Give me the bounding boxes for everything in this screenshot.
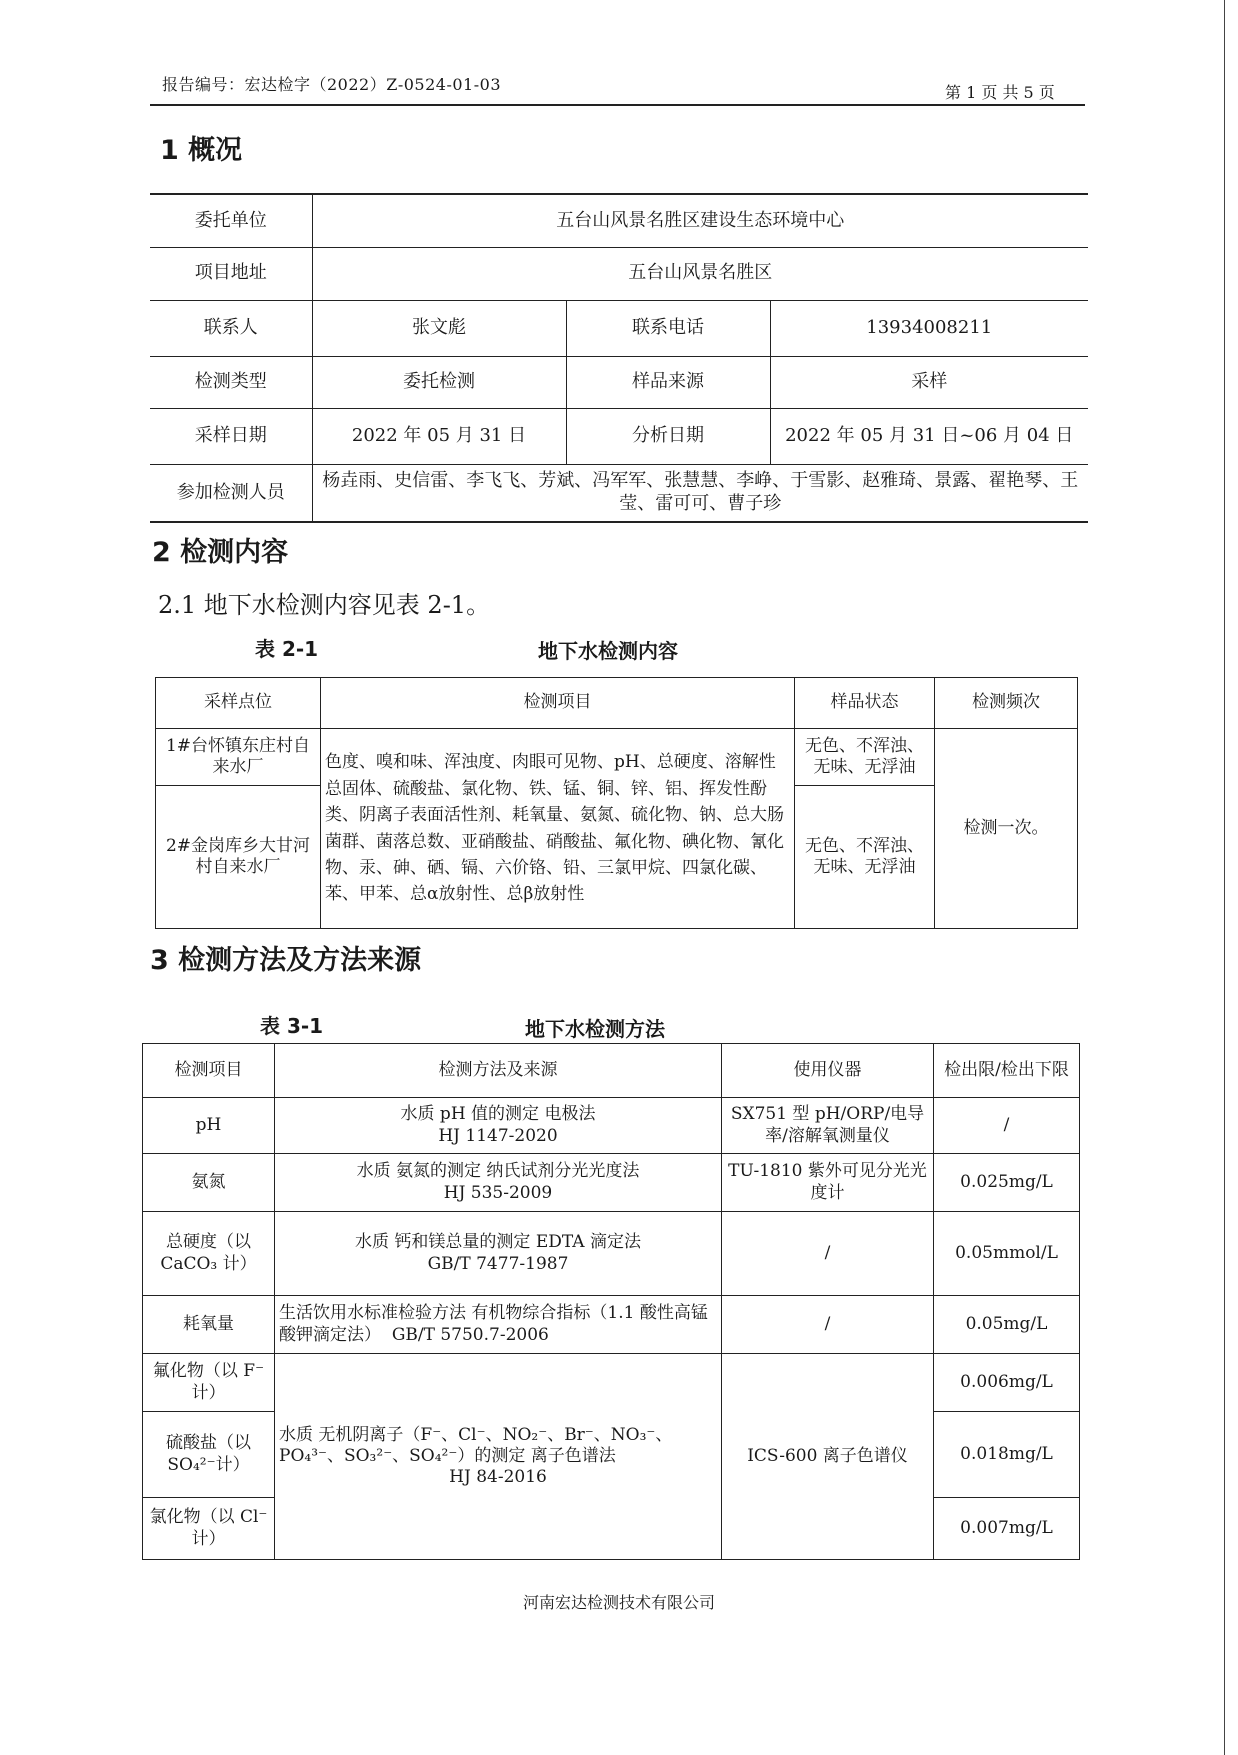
source-label: 样品来源 — [566, 356, 770, 408]
item-cell: 总硬度（以 CaCO₃ 计） — [143, 1212, 275, 1296]
item-cell: 氟化物（以 F⁻计） — [143, 1354, 275, 1412]
site-1: 1#台怀镇东庄村自来水厂 — [156, 729, 321, 786]
contact-value: 张文彪 — [312, 300, 566, 356]
analysis-date-label: 分析日期 — [566, 408, 770, 464]
detection-content-table — [155, 677, 1078, 929]
frequency: 检测一次。 — [935, 729, 1078, 929]
table2-title: 地下水检测内容 — [538, 639, 678, 663]
method-name: 水质 pH 值的测定 电极法 — [400, 1104, 596, 1125]
t3-header-item: 检测项目 — [143, 1044, 275, 1098]
section1-title: 1 概况 — [160, 135, 243, 166]
section3-title: 3 检测方法及方法来源 — [150, 945, 422, 976]
page-info: 第 1 页 共 5 页 — [945, 83, 1055, 102]
type-value: 委托检测 — [312, 356, 566, 408]
table3-title: 地下水检测方法 — [525, 1017, 665, 1041]
state-2: 无色、不浑浊、无味、无浮油 — [795, 786, 935, 929]
method-standard: HJ 1147-2020 — [438, 1125, 558, 1146]
staff-label: 参加检测人员 — [150, 464, 312, 522]
method-name: 生活饮用水标准检验方法 有机物综合指标（1.1 酸性高锰酸钾滴定法） — [279, 1303, 708, 1345]
method-name: 水质 钙和镁总量的测定 EDTA 滴定法 — [355, 1232, 641, 1253]
section2-title: 2 检测内容 — [152, 537, 289, 568]
phone-value: 13934008211 — [770, 300, 1088, 356]
method-cell — [275, 1098, 722, 1154]
table2-number: 表 2-1 — [255, 637, 319, 661]
ion-method-cell — [275, 1354, 722, 1560]
analysis-date-value: 2022 年 05 月 31 日~06 月 04 日 — [770, 408, 1088, 464]
t2-header-site: 采样点位 — [156, 678, 321, 729]
t3-header-limit: 检出限/检出下限 — [934, 1044, 1080, 1098]
t2-header-state: 样品状态 — [795, 678, 935, 729]
limit-cell: 0.025mg/L — [934, 1154, 1080, 1212]
table-row — [143, 1212, 1080, 1296]
instrument-cell: / — [722, 1296, 934, 1354]
table3-number: 表 3-1 — [260, 1014, 324, 1038]
method-cell — [275, 1296, 722, 1354]
table-row — [143, 1354, 1080, 1412]
overview-table — [150, 193, 1088, 523]
site-2: 2#金岗库乡大甘河村自来水厂 — [156, 786, 321, 929]
table-row — [143, 1296, 1080, 1354]
item-cell: 耗氧量 — [143, 1296, 275, 1354]
address-value: 五台山风景名胜区 — [312, 247, 1088, 300]
t3-header-method: 检测方法及来源 — [275, 1044, 722, 1098]
instrument-cell: SX751 型 pH/ORP/电导率/溶解氧测量仪 — [722, 1098, 934, 1154]
state-1: 无色、不浑浊、无味、无浮油 — [795, 729, 935, 786]
limit-cell: 0.007mg/L — [934, 1498, 1080, 1560]
method-name: 水质 氨氮的测定 纳氏试剂分光光度法 — [356, 1161, 640, 1182]
staff-value: 杨垚雨、史信雷、李飞飞、芳斌、冯军军、张慧慧、李峥、于雪影、赵雅琦、景露、翟艳琴、王莹、雷可可、曹子珍 — [312, 464, 1088, 522]
method-standard: GB/T 7477-1987 — [427, 1253, 569, 1274]
phone-label: 联系电话 — [566, 300, 770, 356]
contact-label: 联系人 — [150, 300, 312, 356]
item-cell: 氯化物（以 Cl⁻计） — [143, 1498, 275, 1560]
source-value: 采样 — [770, 356, 1088, 408]
limit-cell: 0.018mg/L — [934, 1412, 1080, 1498]
limit-cell: 0.05mg/L — [934, 1296, 1080, 1354]
method-standard: HJ 535-2009 — [443, 1182, 553, 1203]
footer-company: 河南宏达检测技术有限公司 — [522, 1593, 715, 1612]
sampling-date-label: 采样日期 — [150, 408, 312, 464]
instrument-cell: TU-1810 紫外可见分光光度计 — [722, 1154, 934, 1212]
ion-instrument-cell: ICS-600 离子色谱仪 — [722, 1354, 934, 1560]
report-number: 报告编号：宏达检字（2022）Z-0524-01-03 — [162, 75, 501, 94]
table-row — [143, 1098, 1080, 1154]
client-value: 五台山风景名胜区建设生态环境中心 — [312, 194, 1088, 247]
method-cell — [275, 1212, 722, 1296]
instrument-cell: / — [722, 1212, 934, 1296]
limit-cell: 0.05mmol/L — [934, 1212, 1080, 1296]
table-row — [143, 1154, 1080, 1212]
limit-cell: 0.006mg/L — [934, 1354, 1080, 1412]
t2-header-items: 检测项目 — [321, 678, 795, 729]
type-label: 检测类型 — [150, 356, 312, 408]
method-cell — [275, 1154, 722, 1212]
sampling-date-value: 2022 年 05 月 31 日 — [312, 408, 566, 464]
client-label: 委托单位 — [150, 194, 312, 247]
method-standard: GB/T 5750.7-2006 — [391, 1324, 549, 1345]
ion-standard: HJ 84-2016 — [449, 1467, 547, 1488]
t2-header-frequency: 检测频次 — [935, 678, 1078, 729]
header-rule — [150, 104, 1085, 106]
t3-header-instrument: 使用仪器 — [722, 1044, 934, 1098]
ion-method: 水质 无机阴离子（F⁻、Cl⁻、NO₂⁻、Br⁻、NO₃⁻、PO₄³⁻、SO₃²⁻、SO₄²⁻）的测定 离子色谱法 — [279, 1424, 673, 1466]
limit-cell: / — [934, 1098, 1080, 1154]
item-cell: pH — [143, 1098, 275, 1154]
item-cell: 氨氮 — [143, 1154, 275, 1212]
detection-method-table — [142, 1043, 1080, 1560]
detection-items: 色度、嗅和味、浑浊度、肉眼可见物、pH、总硬度、溶解性总固体、硫酸盐、氯化物、铁、锰、铜、锌、铝、挥发性酚类、阴离子表面活性剂、耗氧量、氨氮、硫化物、钠、总大肠菌群、菌落总数、亚硝酸盐、硝酸盐、氟化物、碘化物、氰化物、汞、砷、硒、镉、六价铬、铅、三氯甲烷、四氯化碳、苯、甲苯、总α放射性、总β放射性 — [321, 729, 795, 929]
scan-edge-line — [1224, 0, 1226, 1755]
section2-subtitle: 2.1 地下水检测内容见表 2-1。 — [158, 591, 491, 619]
address-label: 项目地址 — [150, 247, 312, 300]
item-cell: 硫酸盐（以 SO₄²⁻计） — [143, 1412, 275, 1498]
